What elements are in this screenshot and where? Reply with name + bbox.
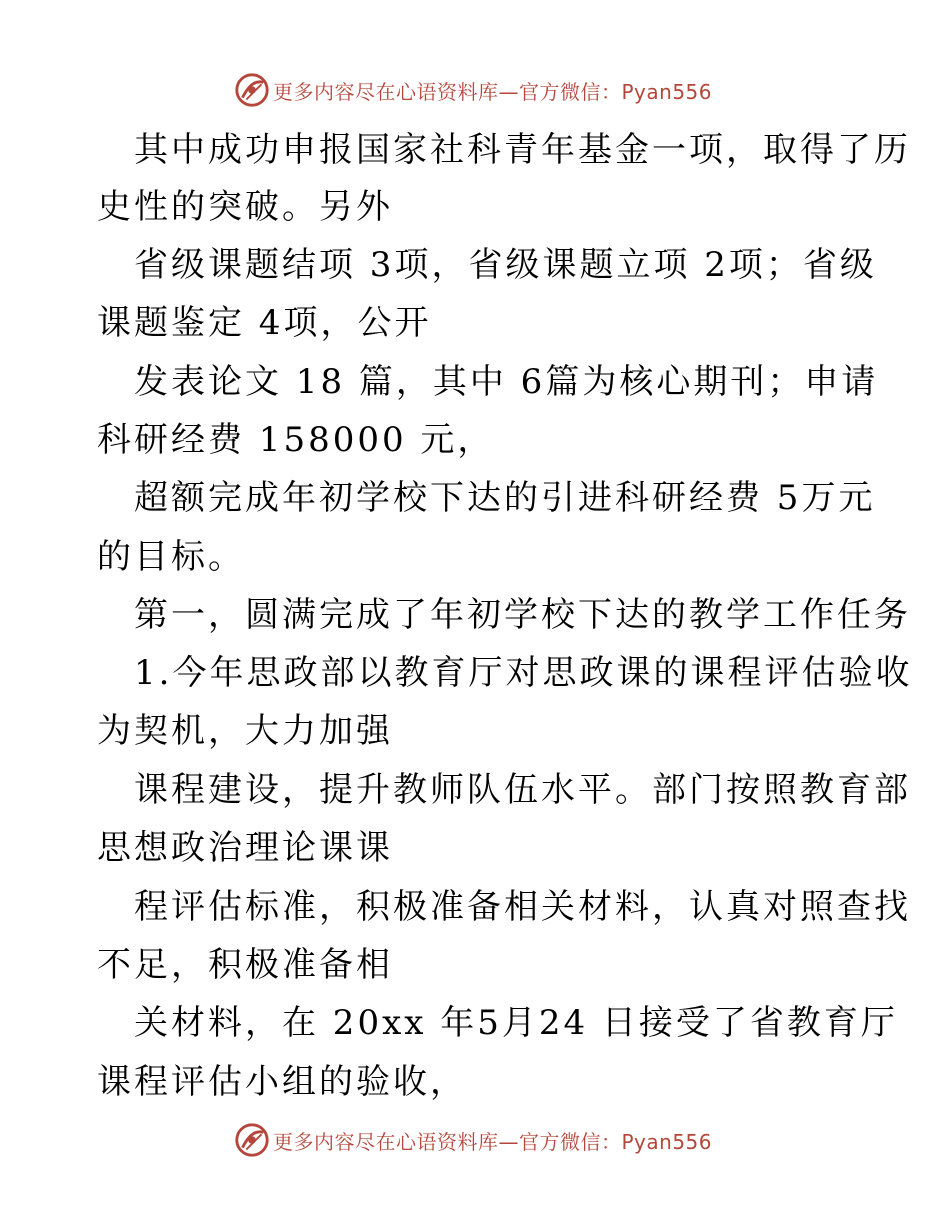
text-line: 程评估标准，积极准备相关材料，认真对照查找: [134, 887, 911, 927]
text-line: 不足，积极准备相: [97, 945, 393, 985]
text-line: 课程建设，提升教师队伍水平。部门按照教育部: [134, 770, 911, 810]
footer-banner-text: 更多内容尽在心语资料库—官方微信：Pyan556: [273, 1129, 713, 1154]
text-line: 其中成功申报国家社科青年基金一项，取得了历: [134, 130, 911, 170]
text-line: 为契机，大力加强: [97, 711, 393, 751]
logo-icon: [233, 71, 271, 109]
text-line: 的目标。: [97, 537, 245, 577]
logo-icon: [233, 1121, 271, 1159]
text-line: 课题鉴定 4项，公开: [97, 303, 432, 343]
text-line: 1.今年思政部以教育厅对思政课的课程评估验收: [134, 653, 913, 693]
text-line: 课程评估小组的验收，: [97, 1062, 467, 1102]
header-banner: [233, 70, 712, 110]
text-line: 超额完成年初学校下达的引进科研经费 5万元: [134, 478, 876, 518]
text-line: 发表论文 18 篇，其中 6篇为核心期刊；申请: [134, 362, 879, 402]
text-line: 科研经费 158000 元，: [97, 420, 495, 460]
text-line: 省级课题结项 3项，省级课题立项 2项；省级: [134, 245, 877, 285]
footer-banner: [233, 1120, 712, 1160]
text-line: 关材料，在 20xx 年5月24 日接受了省教育厅: [134, 1003, 898, 1043]
text-line: 思想政治理论课课: [97, 828, 393, 868]
header-banner-text: 更多内容尽在心语资料库—官方微信：Pyan556: [273, 79, 713, 104]
text-line: 史性的突破。另外: [97, 187, 393, 227]
text-line: 第一，圆满完成了年初学校下达的教学工作任务: [134, 595, 911, 635]
